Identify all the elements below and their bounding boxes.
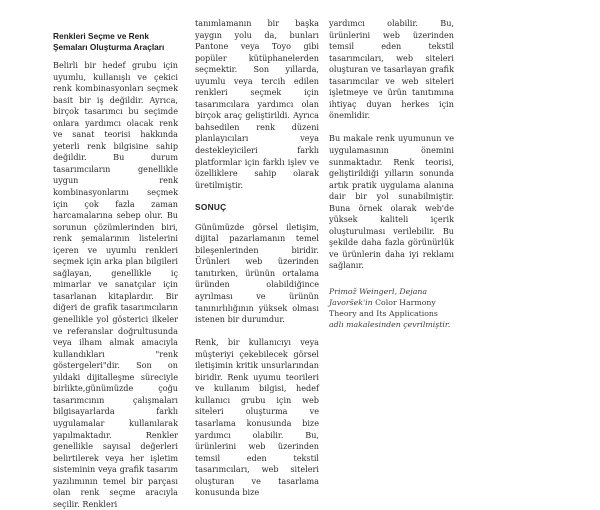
body-paragraph: Günümüzde görsel iletişim, dijital pazarlamanın temel bileşenlerinden biridir. Ürünleri web üzerinden tanıtırken, ürünün ortalama üründen olabildiğince ayrılması ve ürünün tanınırlılığının yüksek olması istenen bir durumdur. bbox=[195, 221, 319, 325]
article-column-2 bbox=[195, 18, 319, 499]
source-caption bbox=[329, 286, 454, 330]
body-paragraph: tanımlamanın bir başka yaygın yolu da, bunları Pantone veya Toyo gibi popüler kütüphanelerden seçmektir. Son yıllarda, uyumlu veya tercih edilen renkleri seçmek için tasarımcılara yardımcı olan birçok araç geliştirildi. Ayrıca bahsedilen renk düzeni planlayıcıları veya destekleyicileri farklı platformlar için farklı işlev ve özelliklere sahip olarak üretilmiştir. bbox=[195, 18, 319, 190]
caption-source-title: Color Harmony Theory and Its Applications bbox=[329, 297, 438, 318]
body-paragraph: Renk, bir kullanıcıyı veya müşteriyi çekebilecek görsel iletişimin kritik unsurlarından biridir. Renk uyumu teorileri ve kullanım bilgisi, hedef kullanıcı grubu için web siteleri oluşturma ve tasarlama konusunda bize yardımcı olabilir. Bu, ürünlerini web üzerinden temsil eden tekstil tasarımcıları, web siteleri oluşturan ve tasarlama konusunda bize bbox=[195, 337, 319, 498]
caption-note: adlı makalesinden çevrilmiştir. bbox=[329, 319, 451, 329]
body-paragraph: Belirli bir hedef grubu için uyumlu, kullanışlı ve çekici renk kombinasyonları seçmek basit bir iş değildir. Ayrıca, birçok tasarımcı bu seçimde onlara yardımcı olacak renk ve sanat teorisi hakkında yeterli renk bilgisine sahip değildir. Bu durum tasarımcıların genellikle uygun renk kombinasyonlarını seçmek için çok fazla zaman harcamalarına sebep olur. Bu sorunun çözümlerinden biri, renk şemalarının listelerini içeren ve uyumlu renkleri seçmek için arka plan bilgileri sağlayan, genellikle iç mimarlar ve sanatçılar için tasarlanan kitaplardır. Bir diğeri de grafik tasarımcıların genellikle yol gösterici ilkeler ve referanslar doğrultusunda veya ilham almak amacıyla kullandıkları "renk göstergeleri"dir. Son on yıldaki dijitalleşme süreciyle birlikte,günümüzde çoğu tasarımcının çalışmaları bilgisayarlarda farklı uygulamalar kullanılarak yapılmaktadır. Renkler genellikle sayısal değerleri belirtilerek veya her işletim sisteminin veya grafik tasarım yazılımının temel bir parçası olan renk seçme aracıyla seçilir. Renkleri bbox=[53, 60, 178, 509]
body-paragraph: yardımcı olabilir. Bu, ürünlerini web üzerinden temsil eden tekstil tasarımcıları, web siteleri oluşturan ve tasarlayan grafik tasarımcılar ve web siteleri işletmeye ve ürün tanıtımına ihtiyaç duyan herkes için önemlidir. bbox=[329, 18, 454, 121]
conclusion-heading: SONUÇ bbox=[195, 202, 227, 213]
article-column-3 bbox=[329, 18, 454, 330]
article-column-1 bbox=[53, 31, 178, 510]
body-paragraph: Bu makale renk uyumunun ve uygulamasının önemini sunmaktadır. Renk teorisi, geliştirildiği yılların sonunda artık pratik uygulama alanına dair bir yol sunabilmiştir. Buna örnek olarak web'de yüksek kaliteli içerik oluşturulması verilebilir. Bu şekilde daha fazla görünürlük ve ürünlerin daha iyi reklamı sağlanır. bbox=[329, 133, 454, 271]
section-heading: Renkleri Seçme ve Renk Şemaları Oluşturma Araçları bbox=[53, 31, 165, 52]
caption-authors: Primož Weingerl, Dejana Javoršek'in bbox=[329, 286, 428, 307]
